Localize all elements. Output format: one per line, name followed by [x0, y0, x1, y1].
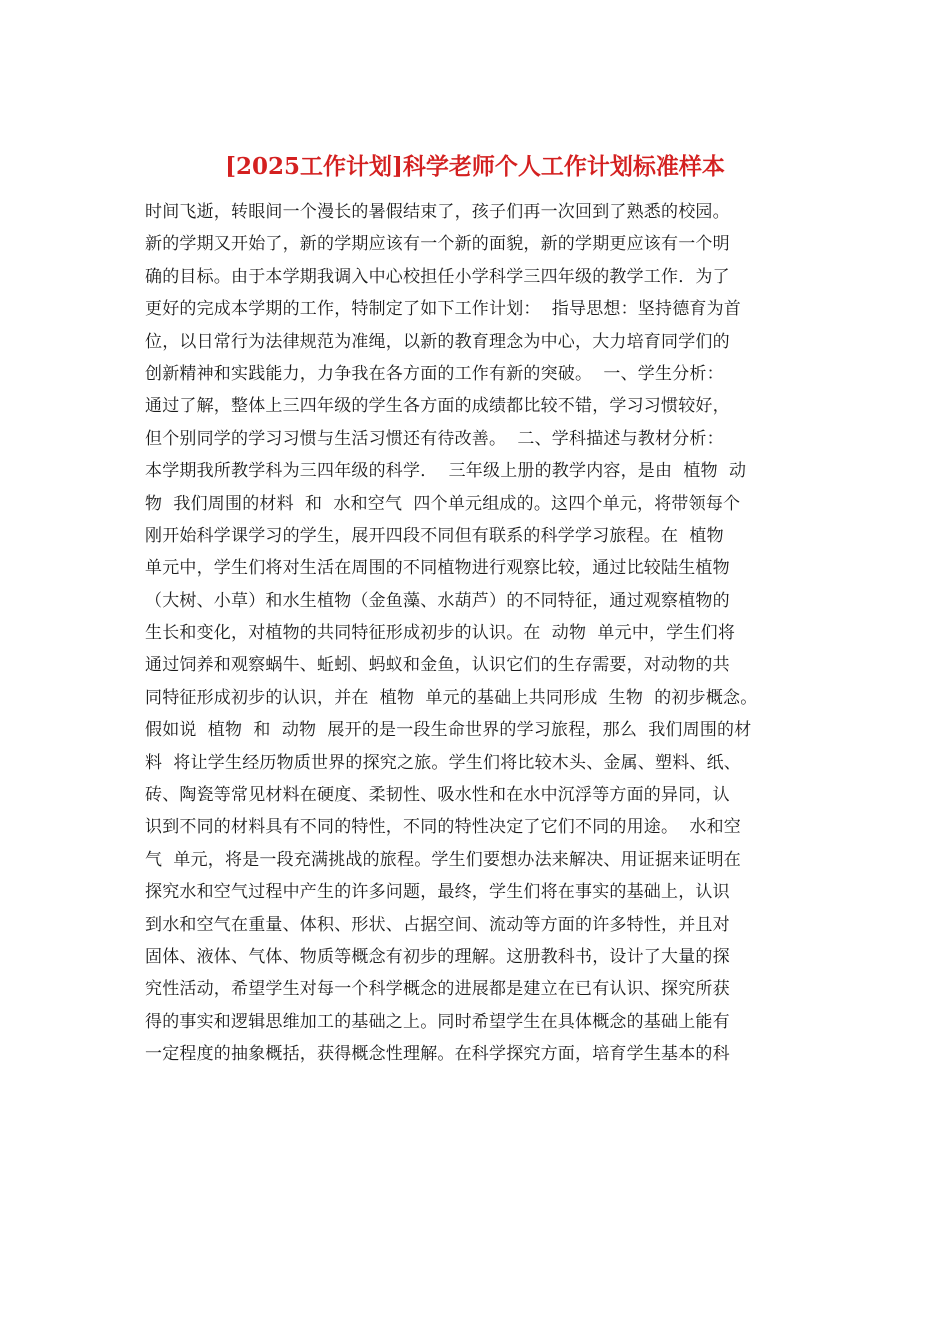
- body-line: 识到不同的材料具有不同的特性，不同的特性决定了它们不同的用途。 水和空: [145, 817, 742, 838]
- body-line: 位，以日常行为法律规范为准绳，以新的教育理念为中心，大力培育同学们的: [145, 331, 730, 352]
- document-body: [145, 196, 815, 1071]
- body-line: 创新精神和实践能力，力争我在各方面的工作有新的突破。 一、学生分析：: [145, 363, 724, 384]
- body-line: 一定程度的抽象概括，获得概念性理解。在科学探究方面，培育学生基本的科: [145, 1044, 730, 1065]
- body-line: 新的学期又开始了，新的学期应该有一个新的面貌，新的学期更应该有一个明: [145, 234, 730, 255]
- body-line: 假如说 植物 和 动物 展开的是一段生命世界的学习旅程，那么 我们周围的材: [145, 720, 752, 741]
- body-line: 固体、液体、气体、物质等概念有初步的理解。这册教科书，设计了大量的探: [145, 946, 730, 967]
- body-line: 刚开始科学课学习的学生，展开四段不同但有联系的科学学习旅程。在 植物: [145, 525, 724, 546]
- body-line: 通过饲养和观察蜗牛、蚯蚓、蚂蚁和金鱼，认识它们的生存需要，对动物的共: [145, 655, 730, 676]
- body-line: 更好的完成本学期的工作，特制定了如下工作计划： 指导思想：坚持德育为首: [145, 299, 742, 320]
- body-line: 通过了解，整体上三四年级的学生各方面的成绩都比较不错，学习习惯较好，: [145, 396, 730, 417]
- body-line: 探究水和空气过程中产生的许多问题，最终，学生们将在事实的基础上，认识: [145, 882, 730, 903]
- body-line: 但个别同学的学习习惯与生活习惯还有待改善。 二、学科描述与教材分析：: [145, 428, 724, 449]
- body-line: 单元中，学生们将对生活在周围的不同植物进行观察比较，通过比较陆生植物: [145, 558, 730, 579]
- document-title: [2025工作计划]科学老师个人工作计划标准样本: [225, 153, 725, 180]
- body-line: 得的事实和逻辑思维加工的基础之上。同时希望学生在具体概念的基础上能有: [145, 1011, 730, 1032]
- body-line: 时间飞逝，转眼间一个漫长的暑假结束了，孩子们再一次回到了熟悉的校园。: [145, 202, 730, 222]
- body-line: 到水和空气在重量、体积、形状、占据空间、流动等方面的许多特性，并且对: [145, 914, 730, 935]
- body-line: 同特征形成初步的认识，并在 植物 单元的基础上共同形成 生物 的初步概念。: [145, 687, 758, 708]
- body-line: 生长和变化，对植物的共同特征形成初步的认识。在 动物 单元中，学生们将: [145, 623, 736, 644]
- body-line: 究性活动，希望学生对每一个科学概念的进展都是建立在已有认识、探究所获: [145, 979, 730, 1000]
- body-line: （大树、小草）和水生植物（金鱼藻、水葫芦）的不同特征，通过观察植物的: [145, 590, 730, 611]
- body-line: 气 单元，将是一段充满挑战的旅程。学生们要想办法来解决、用证据来证明在: [145, 849, 742, 870]
- body-line: 确的目标。由于本学期我调入中心校担任小学科学三四年级的教学工作．为了: [145, 266, 730, 287]
- body-line: 本学期我所教学科为三四年级的科学． 三年级上册的教学内容，是由 植物 动: [145, 461, 747, 482]
- body-line: 砖、陶瓷等常见材料在硬度、柔韧性、吸水性和在水中沉浮等方面的异同，认: [145, 785, 730, 806]
- body-line: 物 我们周围的材料 和 水和空气 四个单元组成的。这四个单元，将带领每个: [145, 493, 741, 514]
- body-line: 料 将让学生经历物质世界的探究之旅。学生们将比较木头、金属、塑料、纸、: [145, 752, 742, 773]
